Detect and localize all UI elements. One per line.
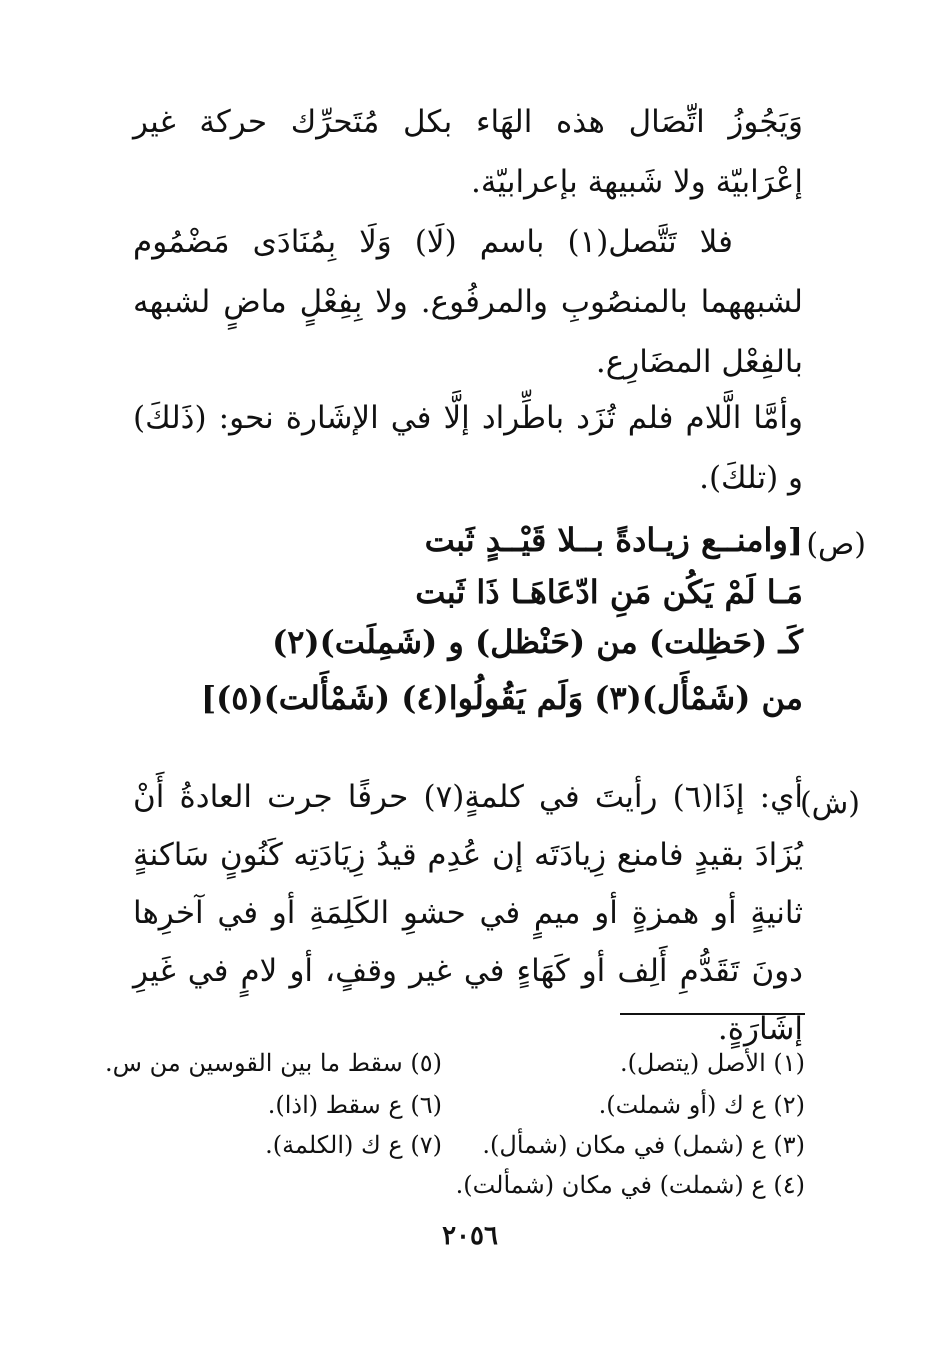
footnote-1: (١) الأصل (يتصل). [619,1049,805,1077]
footnote-6: (٦) ع سقط (اذا). [267,1091,442,1119]
footnote-5: (٥) سقط ما بين القوسين من س. [105,1049,442,1077]
sharh-marker: (ش) [799,786,860,821]
verse-line-1: [وامنــع زيـادةً بــلا قَيْــدٍ ثَبت [424,521,803,559]
paragraph-ha-attachment: وَيَجُوزُ اتِّصَال هذه الهَاء بكل مُتَحرِّك حركة غير إعْرَابيّة ولا شَبيهة بإعرابيّة. [133,104,803,200]
footnote-3: (٣) ع (شمل) في مكان (شمأل). [482,1131,805,1159]
page-number: ٢٠٥٦ [442,1221,498,1251]
paragraph-lam-ishara: وأمَّا الَّلام فلم تُزَد باطِّراد إلَّا في الإشَارة نحو: (ذَلكَ) و (تلكَ). [133,400,803,496]
verse-line-3: كَـ (حَظِلت) من (حَنْظل) و (شَمِلَت)(٢) [272,623,803,661]
verse-line-2: مَـا لَمْ يَكُن مَنِ ادّعَاهَـا ذَا ثَبت [415,573,803,611]
footnote-7: (٧) ع ك (الكلمة). [265,1131,442,1159]
footnote-4: (٤) ع (شملت) في مكان (شمألت). [455,1171,805,1199]
paragraph-commentary: أي: إذَا(٦) رأيتَ في كلمةٍ(٧) حرفًا جرت العادةُ أَنْ يُزَادَ بقيدٍ فامنع زِيادَتَه إن عُدِم قيدُ زِيَادَتِه كَنُونٍ سَاكنةٍ ثانيةٍ أو همزةٍ أو ميمٍ في حشوِ الكَلِمَةِ أو في آخرِها دونَ تَقَدُّمِ أَلِف أو كَهَاءٍ في غير وقفٍ، أو لامٍ في غَيرِ إشَارَةٍ. [133,779,803,1047]
verse-line-4: من (شَمْأَل)(٣) وَلَم يَقُولُوا(٤) (شَمْأَلت)(٥)] [200,679,803,717]
footnote-divider [620,1013,805,1015]
matn-marker: (ص) [806,527,866,562]
paragraph-la-and-munada: فلا تَتَّصل(١) باسم (لَا) وَلَا بِمُنَادَى مَضْمُوم لشبههما بالمنصُوبِ والمرفُوع. ولا بِفِعْلٍ ماضٍ لشبهه بالفِعْل المضَارِع. [133,224,803,380]
footnote-2: (٢) ع ك (أو شملت). [598,1091,805,1119]
